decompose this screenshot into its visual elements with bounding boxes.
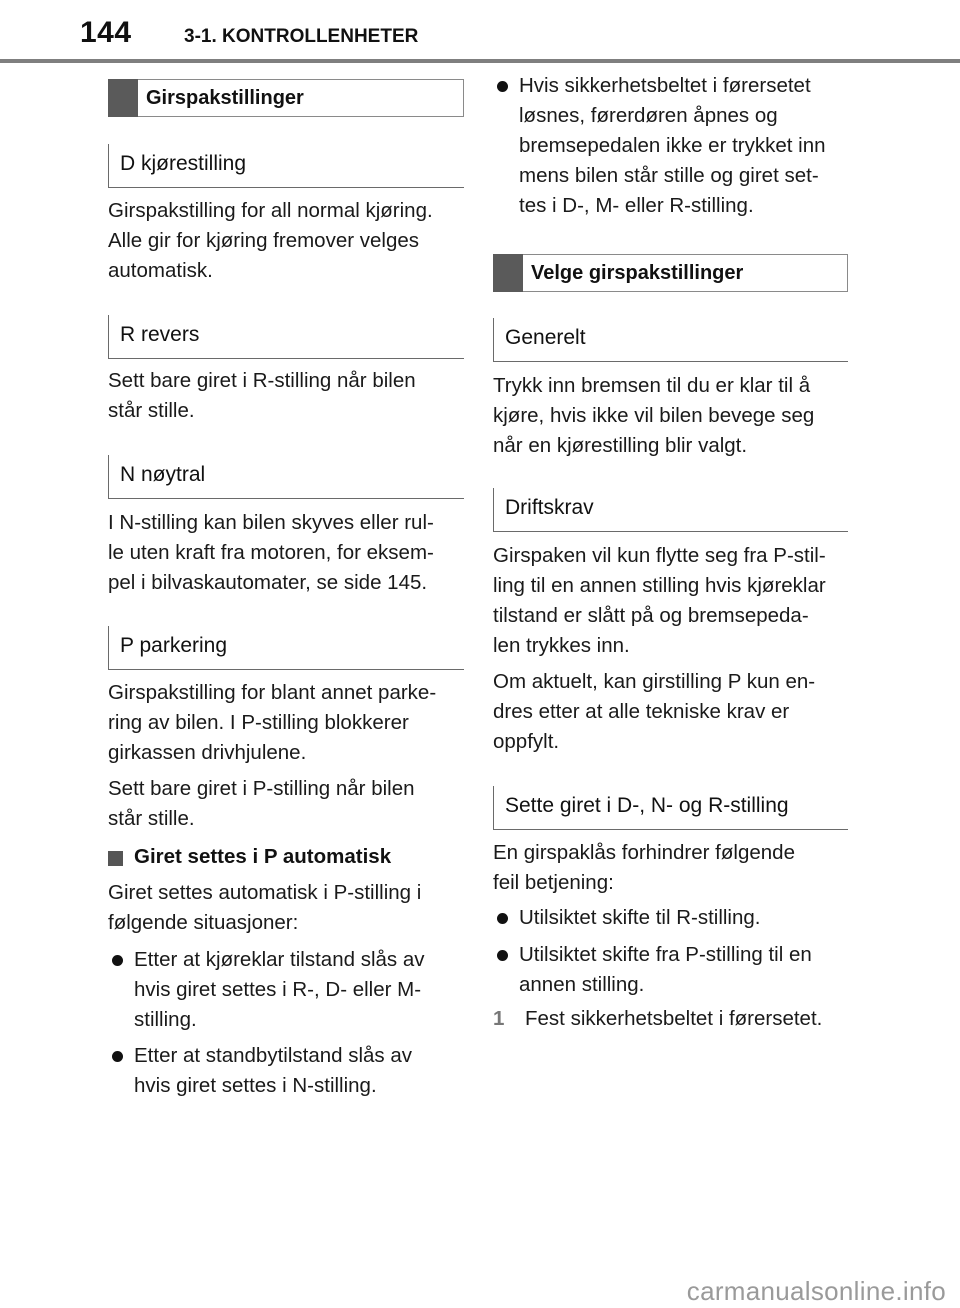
paragraph-p-2 [108, 774, 464, 834]
text-line: len trykkes inn. [493, 634, 630, 657]
section-header-girspakstillinger [108, 79, 464, 117]
subheading-sette-giret [493, 786, 848, 830]
text-line: Girspaken vil kun flytte seg fra P-stil- [493, 544, 826, 567]
text-line: Sett bare giret i P-stilling når bilen [108, 777, 415, 800]
text-line: En girspaklås forhindrer følgende [493, 841, 795, 864]
text-line: Girspakstilling for all normal kjøring. [108, 199, 433, 222]
text-line: Etter at kjøreklar tilstand slås av [134, 948, 425, 971]
paragraph-p [108, 678, 464, 768]
paragraph-n [108, 508, 464, 598]
paragraph-d [108, 196, 464, 286]
subheading-title: Generelt [505, 326, 586, 349]
subsection-heading-text: Giret settes i P automatisk [134, 845, 392, 868]
page-number: 144 [80, 16, 132, 49]
text-line: Hvis sikkerhetsbeltet i førersetet [519, 74, 811, 97]
chapter-title: 3-1. KONTROLLENHETER [184, 26, 419, 47]
bullet-dot-icon [497, 81, 508, 92]
text-line: Girspakstilling for blant annet parke- [108, 681, 437, 704]
text-line: hvis giret settes i R-, D- eller M- [134, 978, 422, 1001]
subheading-title: Driftskrav [505, 496, 594, 519]
text-line: tes i D-, M- eller R-stilling. [519, 194, 754, 217]
text-line: mens bilen står stille og giret set- [519, 164, 819, 187]
subheading-driftskrav [493, 488, 848, 532]
subheading-title: N nøytral [120, 463, 206, 486]
subheading-n-noytral [108, 455, 464, 499]
numbered-step [493, 1004, 848, 1034]
step-text: Fest sikkerhetsbeltet i førersetet. [525, 1007, 823, 1030]
text-line: pel i bilvaskautomater, se side 145. [108, 571, 428, 594]
text-line: løsnes, førerdøren åpnes og [519, 104, 778, 127]
text-line: når en kjørestilling blir valgt. [493, 434, 748, 457]
text-line: hvis giret settes i N-stilling. [134, 1074, 377, 1097]
text-line: kjøre, hvis ikke vil bilen bevege seg [493, 404, 815, 427]
text-line: bremsepedalen ikke er trykket inn [519, 134, 826, 157]
header-divider [0, 59, 960, 63]
section-tab-marker [493, 254, 523, 292]
text-line: stilling. [134, 1008, 197, 1031]
bullet-item [493, 903, 848, 933]
subheading-d-kjorestilling [108, 144, 464, 188]
bullet-dot-icon [497, 950, 508, 961]
subsection-heading-auto-p [108, 842, 464, 872]
text-line: står stille. [108, 399, 195, 422]
paragraph-generelt [493, 371, 848, 461]
subheading-generelt [493, 318, 848, 362]
text-line: Etter at standbytilstand slås av [134, 1044, 413, 1067]
text-line: følgende situasjoner: [108, 911, 299, 934]
text-line: ling til en annen stilling hvis kjøreklar [493, 574, 826, 597]
section-title: Girspakstillinger [146, 87, 304, 109]
text-line: Om aktuelt, kan girstilling P kun en- [493, 670, 816, 693]
text-line: tilstand er slått på og bremsepeda- [493, 604, 809, 627]
paragraph-driftskrav [493, 541, 848, 661]
bullet-item [493, 71, 848, 221]
paragraph-r [108, 366, 464, 426]
subheading-title: Sette giret i D-, N- og R-stilling [505, 794, 789, 817]
section-header-velge-girspakstillinger [493, 254, 848, 292]
bullet-dot-icon [112, 1051, 123, 1062]
text-line: Sett bare giret i R-stilling når bilen [108, 369, 416, 392]
step-number: 1 [493, 1007, 505, 1030]
text-line: Trykk inn bremsen til du er klar til å [493, 374, 811, 397]
page-header [0, 0, 960, 64]
square-bullet-icon [108, 851, 123, 866]
text-line: ring av bilen. I P-stilling blokkerer [108, 711, 409, 734]
text-line: I N-stilling kan bilen skyves eller rul- [108, 511, 434, 534]
subheading-title: R revers [120, 323, 200, 346]
text-line: le uten kraft fra motoren, for eksem- [108, 541, 434, 564]
bullet-item [108, 1041, 464, 1101]
text-line: feil betjening: [493, 871, 614, 894]
bullet-text [519, 903, 761, 933]
bullet-dot-icon [497, 913, 508, 924]
section-title: Velge girspakstillinger [531, 262, 744, 284]
bullet-item [493, 940, 848, 1000]
text-line: dres etter at alle tekniske krav er [493, 700, 790, 723]
text-line: girkassen drivhjulene. [108, 741, 307, 764]
text-line: Utilsiktet skifte fra P-stilling til en [519, 943, 812, 966]
bullet-text [134, 945, 425, 1035]
text-line: Giret settes automatisk i P-stilling i [108, 881, 422, 904]
subheading-r-revers [108, 315, 464, 359]
subheading-title: D kjørestilling [120, 152, 247, 175]
text-line: annen stilling. [519, 973, 645, 996]
paragraph-driftskrav-2 [493, 667, 848, 757]
section-tab-marker [108, 79, 138, 117]
text-line: Alle gir for kjøring fremover velges [108, 229, 420, 252]
watermark: carmanualsonline.info [686, 1276, 946, 1306]
text-line: automatisk. [108, 259, 213, 282]
bullet-item [108, 945, 464, 1035]
bullet-text [134, 1041, 412, 1101]
subheading-p-parkering [108, 626, 464, 670]
bullet-text [519, 940, 812, 1000]
paragraph-sette [493, 838, 848, 898]
text-line: Utilsiktet skifte til R-stilling. [519, 906, 761, 929]
bullet-text [519, 71, 826, 221]
paragraph-auto [108, 878, 464, 938]
subheading-title: P parkering [120, 634, 228, 657]
text-line: oppfylt. [493, 730, 560, 753]
text-line: står stille. [108, 807, 195, 830]
bullet-dot-icon [112, 955, 123, 966]
